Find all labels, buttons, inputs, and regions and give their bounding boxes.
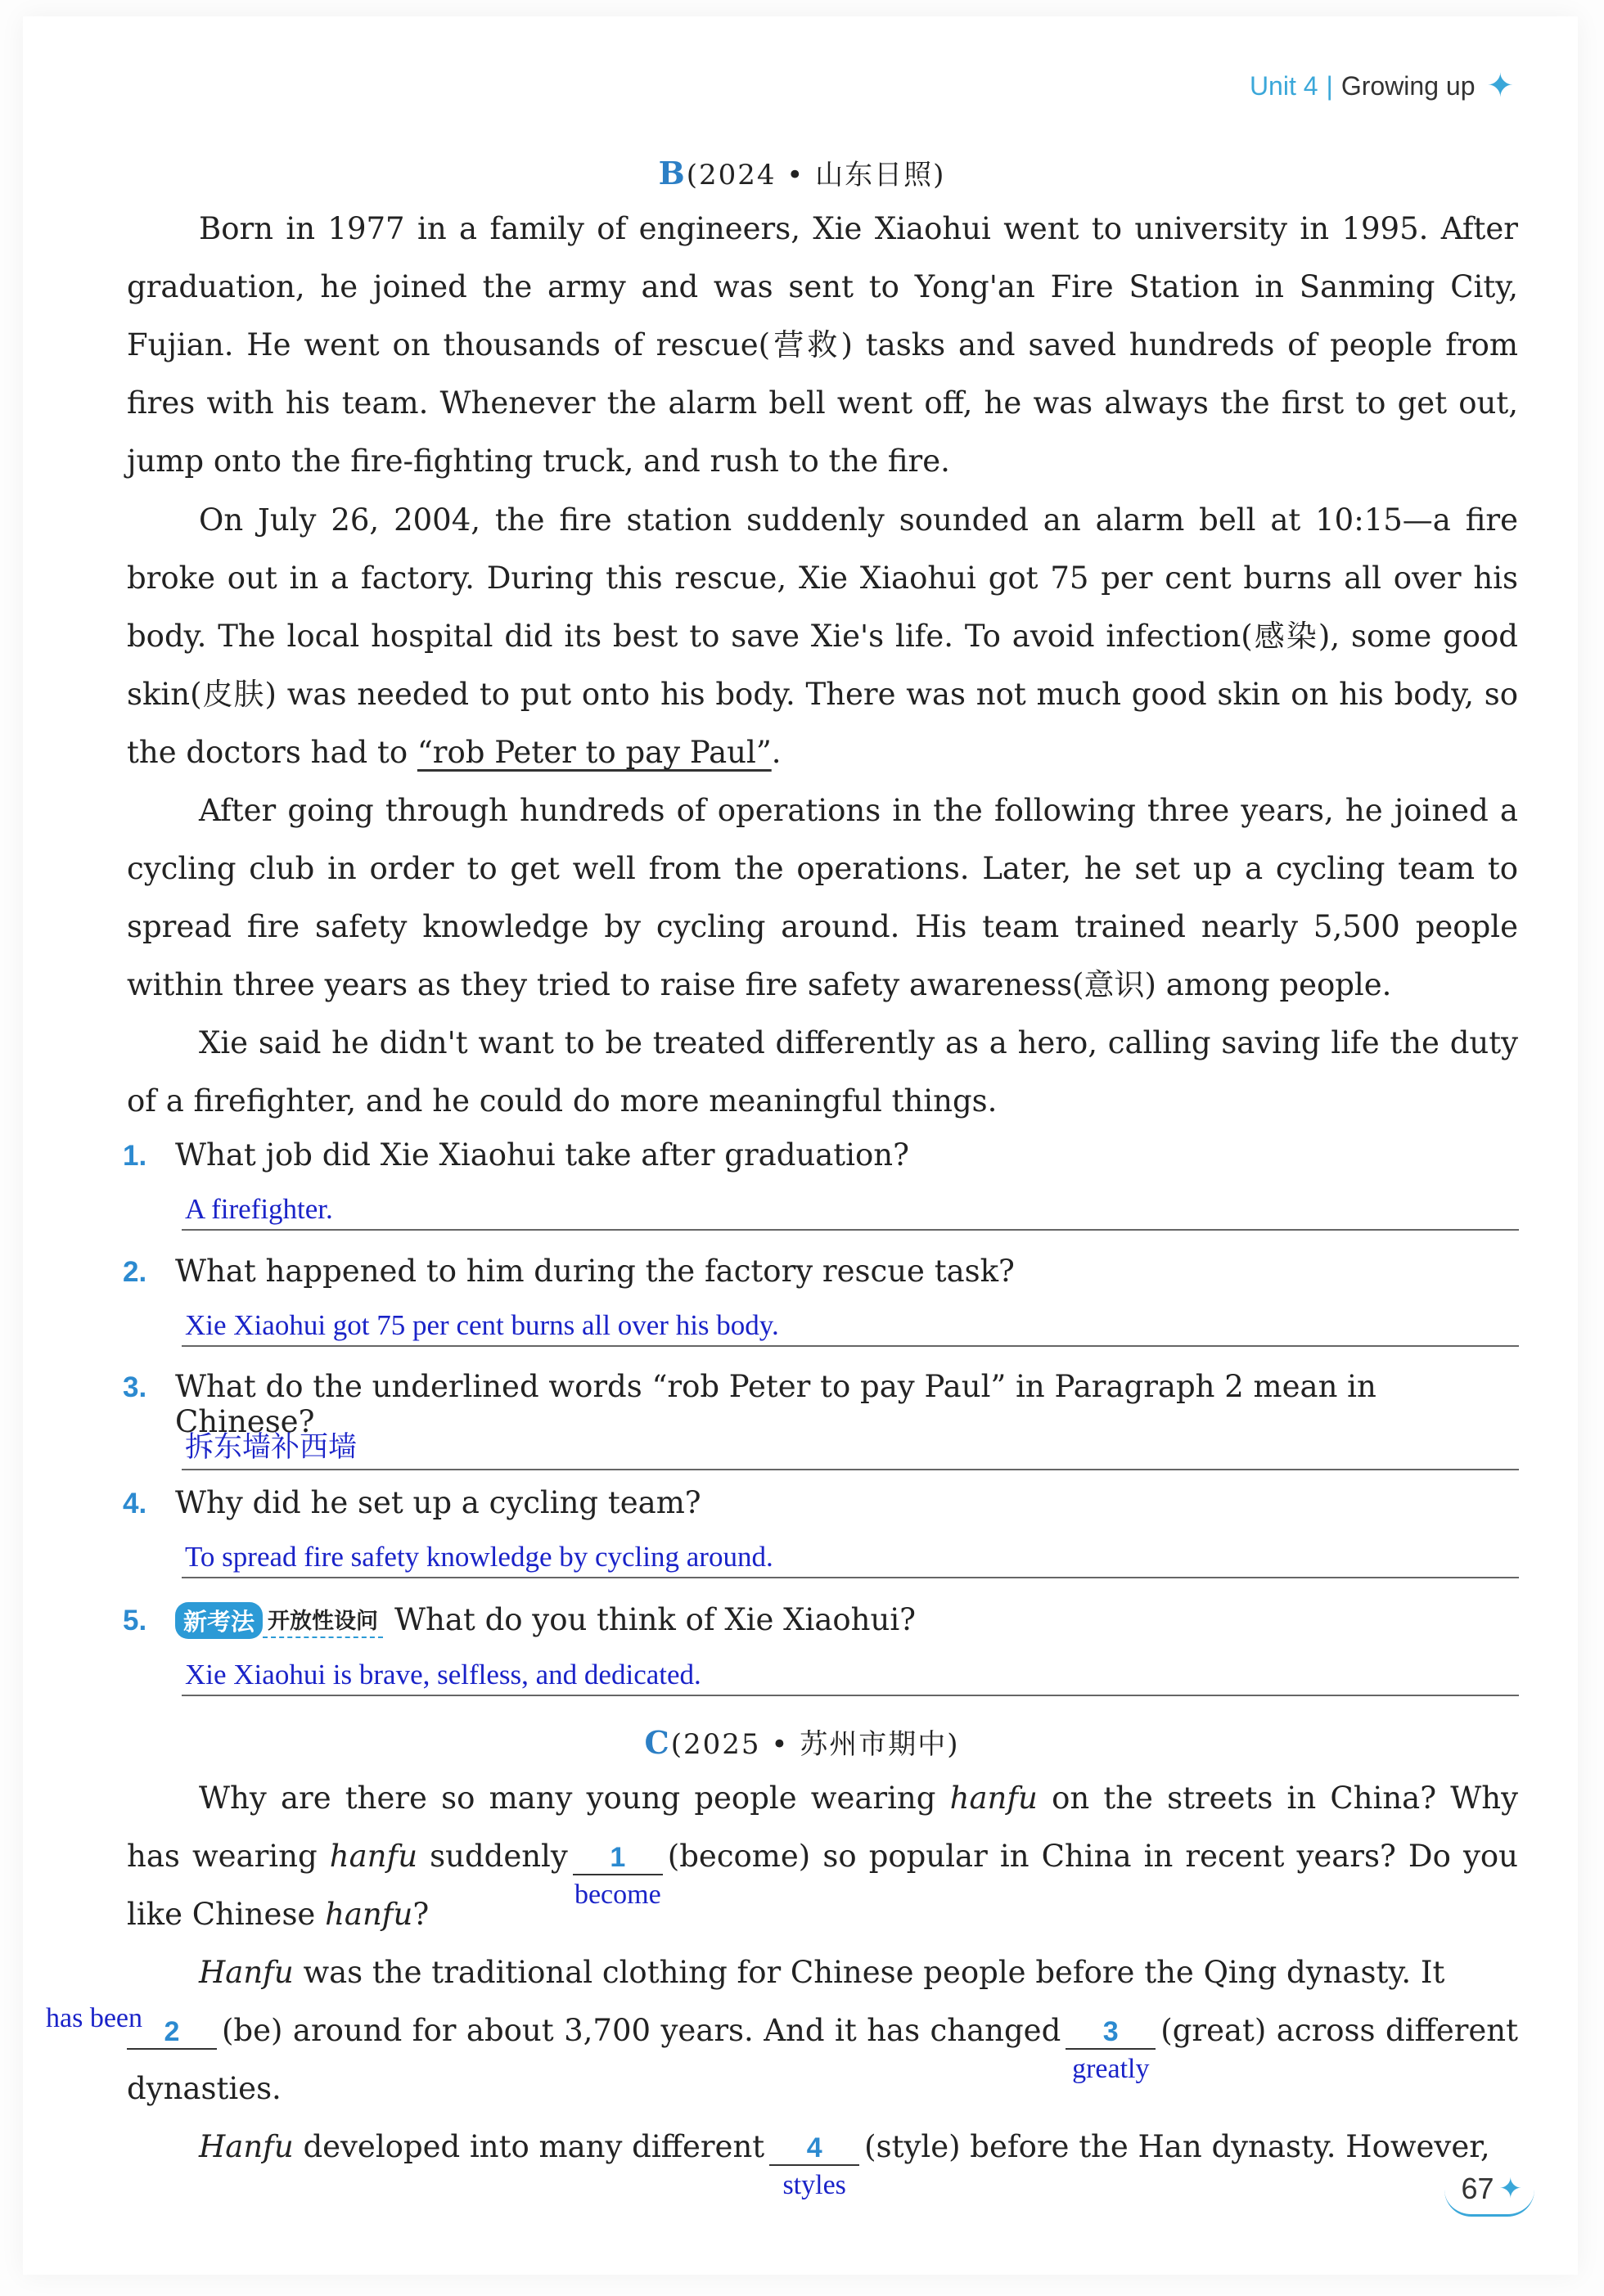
- question-4: [123, 1485, 1522, 1520]
- page-number-text: 67: [1461, 2172, 1494, 2205]
- blank-3[interactable]: [1066, 2015, 1156, 2084]
- answer-4[interactable]: To spread fire safety knowledge by cycling around.: [182, 1541, 1519, 1578]
- text: on the streets in China? Why has wearing: [127, 1781, 1518, 1874]
- question-text: What happened to him during the factory rescue task?: [175, 1254, 1015, 1289]
- text: ?: [412, 1897, 430, 1932]
- c-paragraph-1: [127, 1769, 1518, 1943]
- section-source: (2025 • 苏州市期中): [670, 1728, 960, 1761]
- tag-text: 开放性设问: [263, 1603, 383, 1638]
- answer-5[interactable]: Xie Xiaohui is brave, selfless, and dedicated.: [182, 1659, 1519, 1696]
- paragraph-2: [127, 491, 1518, 781]
- blank-answer: greatly: [1072, 2054, 1150, 2084]
- answer-1[interactable]: A firefighter.: [182, 1193, 1519, 1231]
- new-question-type-tag: [175, 1602, 383, 1639]
- badge: 新考法: [175, 1602, 263, 1639]
- question-number: 4.: [123, 1488, 147, 1519]
- text: (great) across different dynasties.: [127, 2013, 1518, 2106]
- question-number: 3.: [123, 1371, 147, 1403]
- question-2: [123, 1254, 1522, 1289]
- paragraph-2-end: .: [771, 735, 782, 770]
- unit-title: Growing up: [1340, 70, 1476, 101]
- text: suddenly: [417, 1839, 568, 1874]
- question-text: Why did he set up a cycling team?: [175, 1485, 701, 1520]
- question-number: 1.: [123, 1140, 147, 1172]
- answer-2[interactable]: Xie Xiaohui got 75 per cent burns all over his body.: [182, 1309, 1519, 1347]
- running-head: [1250, 67, 1514, 105]
- text: was the traditional clothing for Chinese people before the Qing dynasty. It: [293, 1955, 1445, 1990]
- blank-number: 3: [1102, 2016, 1119, 2047]
- text: (become) so popular in China in recent years? Do you like Chinese: [127, 1839, 1518, 1932]
- c-paragraph-2-cont: [127, 2001, 1518, 2118]
- divider: |: [1326, 70, 1333, 101]
- paragraph-3: After going through hundreds of operations in the following three years, he joined a cycling club in order to get well from the operations. Later, he set up a cycling team to spread fire safety knowledge by cycling around. His team trained nearly 5,500 people within three years as they tried to raise fire safety awareness(意识) among people.: [127, 793, 1518, 1002]
- text: developed into many different: [293, 2129, 765, 2164]
- sparkle-icon: ✦: [1486, 68, 1514, 104]
- section-letter: B: [658, 155, 687, 191]
- hanfu-word: hanfu: [949, 1781, 1038, 1816]
- section-letter: C: [644, 1724, 671, 1761]
- blank-number: 4: [806, 2132, 822, 2163]
- paragraph-4: Xie said he didn't want to be treated differently as a hero, calling saving life the duty of a firefighter, and he could do more meaningful things.: [127, 1025, 1518, 1119]
- section-c-heading: [0, 1722, 1604, 1762]
- unit-label: Unit 4: [1249, 70, 1318, 101]
- section-b-heading: [0, 152, 1604, 192]
- decorative-arc: [1444, 2190, 1534, 2217]
- hanfu-word: Hanfu: [199, 2129, 294, 2164]
- underlined-phrase: “rob Peter to pay Paul”: [417, 735, 772, 770]
- question-text: What do the underlined words “rob Peter to pay Paul” in Paragraph 2 mean in Chinese?: [175, 1369, 1376, 1439]
- question-number: 2.: [123, 1256, 147, 1288]
- text: (be) around for about 3,700 years. And it has changed: [222, 2013, 1061, 2048]
- question-number: 5.: [123, 1605, 147, 1636]
- text: Why are there so many young people wearing: [199, 1781, 950, 1816]
- blank-answer: styles: [782, 2170, 846, 2200]
- question-text: What do you think of Xie Xiaohui?: [394, 1602, 917, 1637]
- blank-4[interactable]: [769, 2132, 859, 2200]
- text: (style) before the Han dynasty. However,: [864, 2129, 1490, 2164]
- hanfu-word: hanfu: [325, 1897, 413, 1932]
- answer-3[interactable]: 拆东墙补西墙: [182, 1425, 1519, 1470]
- blank-2-answer: has been: [46, 2003, 143, 2033]
- blank-number: 2: [164, 2016, 180, 2047]
- sparkle-icon: ✦: [1498, 2173, 1522, 2204]
- question-text: What job did Xie Xiaohui take after graduation?: [175, 1137, 909, 1173]
- c-paragraph-2: [127, 1943, 1518, 2001]
- paragraph-1: Born in 1977 in a family of engineers, Xie Xiaohui went to university in 1995. After graduation, he joined the army and was sent to Yong'an Fire Station in Sanming City, Fujian. He went on thousands of rescue(营救) tasks and saved hundreds of people from fires with his team. Whenever the alarm bell went off, he was always the first to get out, jump onto the fire-fighting truck, and rush to the fire.: [127, 211, 1518, 479]
- hanfu-word: hanfu: [329, 1839, 418, 1874]
- page-number: [1461, 2172, 1522, 2206]
- question-1: [123, 1137, 1522, 1173]
- question-5: [123, 1602, 1522, 1639]
- blank-answer: become: [574, 1880, 661, 1910]
- hanfu-word: Hanfu: [199, 1955, 294, 1990]
- blank-1[interactable]: [573, 1841, 663, 1910]
- paragraph-2-text: On July 26, 2004, the fire station suddenly sounded an alarm bell at 10:15—a fire broke out in a factory. During this rescue, Xie Xiaohui got 75 per cent burns all over his body. The local hospital did its best to save Xie's life. To avoid infection(感染), some good skin(皮肤) was needed to put onto his body. There was not much good skin on his body, so the doctors had to: [127, 502, 1518, 770]
- blank-number: 1: [610, 1842, 626, 1873]
- section-source: (2024 • 山东日照): [686, 159, 946, 191]
